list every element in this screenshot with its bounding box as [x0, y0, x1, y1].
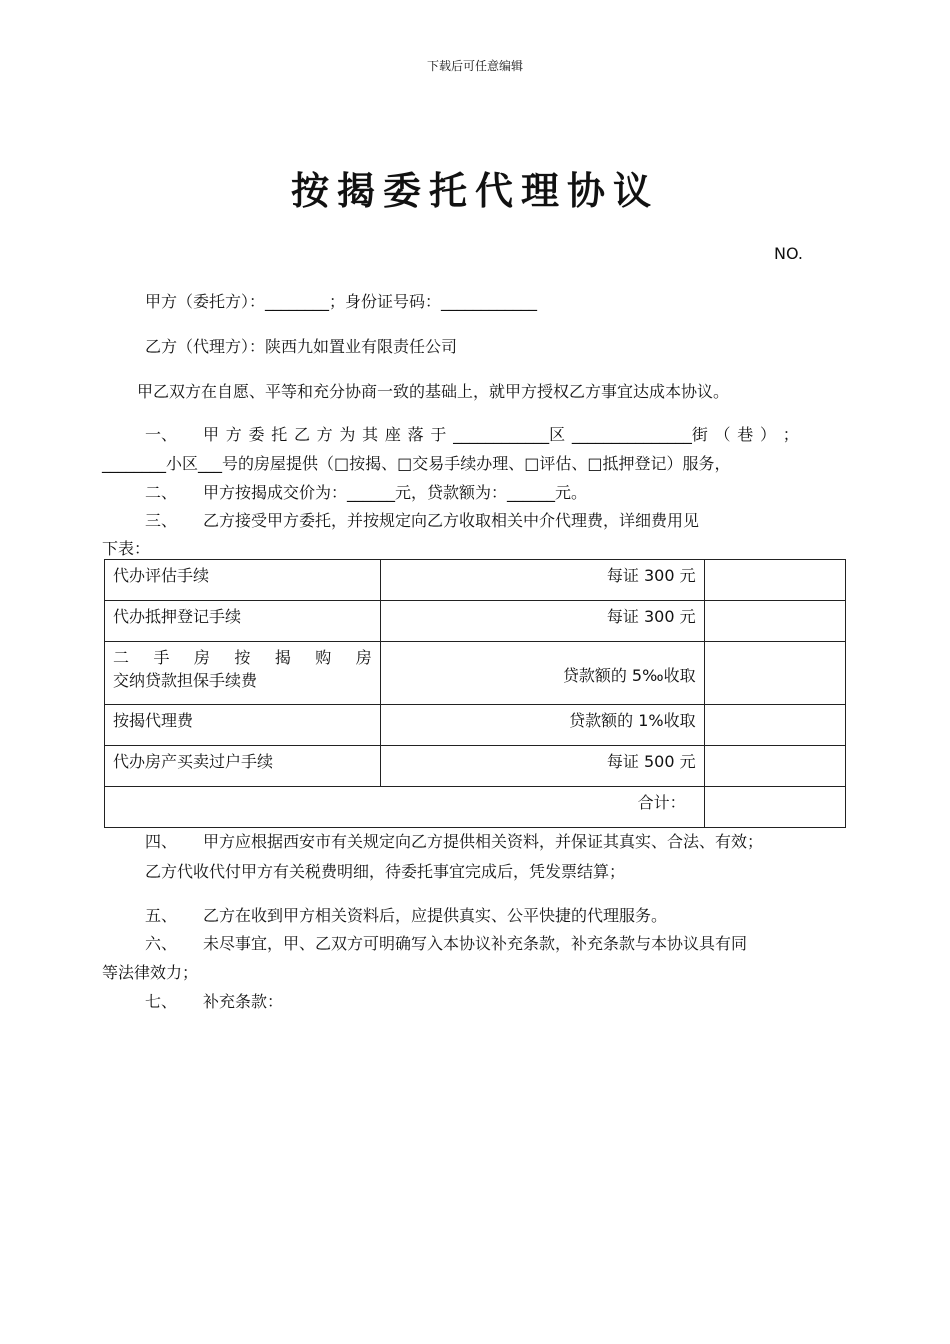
party-a-line: 甲方（委托方）：________；身份证号码：____________ [145, 292, 538, 311]
clause-7-text: 补充条款： [203, 992, 284, 1011]
fee-item-char: 揭 [274, 648, 291, 667]
clause-1-part: 托 [271, 425, 288, 444]
clause-1-part: 委 [248, 425, 265, 444]
clause-1-part: （ [714, 425, 731, 444]
table-row [105, 642, 846, 705]
clause-1-part: 为 [339, 425, 356, 444]
clause-3-line-2: 下表： [102, 539, 151, 558]
fee-item: 代办房产买卖过户手续 [105, 746, 381, 787]
fee-item: 代办抵押登记手续 [105, 601, 381, 642]
fee-amount [704, 642, 845, 705]
clause-3 [145, 508, 699, 531]
clause-1-number: 一、 [145, 425, 178, 444]
fee-item: 代办评估手续 [105, 560, 381, 601]
table-row [105, 746, 846, 787]
clause-1-line-2: ________小区___号的房屋提供（□按揭、□交易手续办理、□评估、□抵押登记）服务， [102, 454, 731, 473]
clause-6 [145, 931, 747, 954]
total-value [704, 787, 845, 828]
fee-item-line-2: 交纳贷款担保手续费 [113, 671, 258, 690]
fee-item-char: 购 [315, 648, 332, 667]
clause-5-text: 乙方在收到甲方相关资料后，应提供真实、公平快捷的代理服务。 [203, 906, 668, 925]
table-row [105, 705, 846, 746]
fee-rate: 每证 500 元 [380, 746, 704, 787]
table-row [105, 560, 846, 601]
fee-item-char: 二 [113, 648, 130, 667]
clause-1-part: 于 [430, 425, 447, 444]
clause-1-part: 其 [362, 425, 379, 444]
fee-item-char: 按 [234, 648, 251, 667]
clause-6-line-1: 未尽事宜，甲、乙双方可明确写入本协议补充条款，补充条款与本协议具有同 [203, 934, 748, 953]
clause-5 [145, 903, 667, 926]
intro-paragraph: 甲乙双方在自愿、平等和充分协商一致的基础上，就甲方授权乙方事宜达成本协议。 [137, 382, 730, 401]
clause-5-number: 五、 [145, 906, 178, 925]
clause-3-line-1: 乙方接受甲方委托，并按规定向乙方收取相关中介代理费，详细费用见 [203, 511, 700, 530]
fee-item-char: 房 [193, 648, 210, 667]
document-title: 按揭委托代理协议 [290, 169, 659, 213]
clause-1-part: 巷 [737, 425, 754, 444]
clause-3-number: 三、 [145, 511, 178, 530]
fee-item-line-1 [113, 645, 372, 668]
clause-1-part: 方 [225, 425, 242, 444]
clause-1-part: 方 [316, 425, 333, 444]
fee-item-char: 手 [153, 648, 170, 667]
clause-6-line-2: 等法律效力； [102, 963, 199, 982]
fee-amount [704, 705, 845, 746]
clause-2-number: 二、 [145, 483, 178, 502]
clause-2-text: 甲方按揭成交价为：______元，贷款额为：______元。 [203, 483, 588, 502]
clause-7 [145, 989, 283, 1012]
fee-amount [704, 746, 845, 787]
clause-1-part: 甲 [203, 425, 220, 444]
clause-4-line-1: 甲方应根据西安市有关规定向乙方提供相关资料，并保证其真实、合法、有效； [203, 832, 764, 851]
fee-rate: 每证 300 元 [380, 601, 704, 642]
fee-rate: 贷款额的 1%收取 [380, 705, 704, 746]
fee-table [104, 559, 846, 828]
total-label: 合计： [105, 787, 705, 828]
clause-1-part: _______________街 [571, 425, 708, 444]
table-total-row [105, 787, 846, 828]
fee-rate: 每证 300 元 [380, 560, 704, 601]
clause-6-number: 六、 [145, 934, 178, 953]
clause-1 [145, 422, 799, 445]
clause-1-part: ） [760, 425, 777, 444]
header-note: 下载后可任意编辑 [426, 59, 523, 73]
clause-1-part: 座 [384, 425, 401, 444]
table-row [105, 601, 846, 642]
clause-1-part: 落 [407, 425, 424, 444]
fee-item [105, 642, 381, 705]
fee-amount [704, 560, 845, 601]
clause-4-number: 四、 [145, 832, 178, 851]
clause-2 [145, 480, 587, 503]
fee-item: 按揭代理费 [105, 705, 381, 746]
document-number-label: NO. [774, 244, 803, 263]
fee-rate: 贷款额的 5‰收取 [380, 642, 704, 705]
clause-7-number: 七、 [145, 992, 178, 1011]
clause-4 [145, 829, 763, 852]
party-b-line: 乙方（代理方）：陕西九如置业有限责任公司 [145, 337, 458, 356]
fee-item-char: 房 [355, 648, 372, 667]
clause-4-line-2: 乙方代收代付甲方有关税费明细，待委托事宜完成后，凭发票结算； [145, 862, 626, 881]
clause-1-part: ； [782, 425, 799, 444]
clause-1-part: 乙 [293, 425, 310, 444]
clause-1-part: ____________区 [453, 425, 566, 444]
clause-1-line-1 [203, 422, 799, 445]
fee-amount [704, 601, 845, 642]
